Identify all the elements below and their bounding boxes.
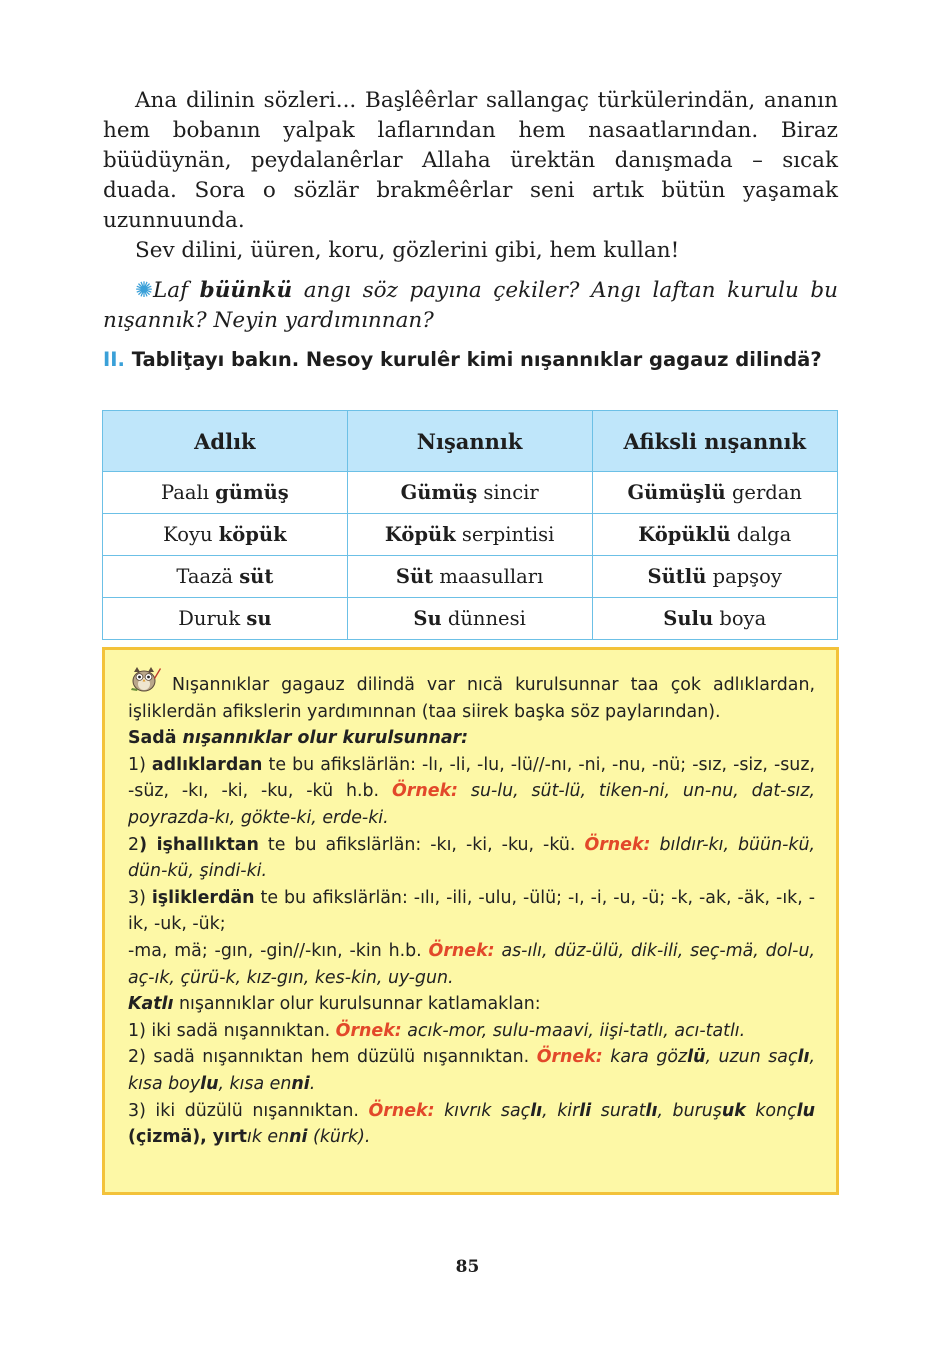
table-cell (347, 556, 592, 598)
nisannik-table (102, 410, 838, 640)
simple-heading-rest: nışannıklar olur kurulsunnar: (182, 728, 469, 749)
task-number: II. (103, 348, 125, 371)
table-header-cell: Nışannık (347, 411, 592, 472)
example-suffix: lu (200, 1073, 219, 1094)
table-cell (592, 514, 838, 556)
item-bold: adlıklardan (151, 754, 263, 775)
table-cell (592, 598, 838, 640)
cell-bold: Sulu (663, 607, 714, 630)
compound-word: Katlı (128, 994, 174, 1015)
question-bold-word: büünkü (199, 278, 293, 303)
rule-box (102, 647, 839, 1195)
cell-text: serpintisi (455, 523, 555, 546)
table-cell (347, 472, 592, 514)
item-number: 2 (128, 834, 140, 855)
table-row (103, 598, 838, 640)
example-suffix: ni (291, 1073, 310, 1094)
star-icon: ✺ (135, 278, 154, 303)
task-text: Tabliţayı bakın. Nesoy kurulêr kimi nışannıklar gagauz dilindä? (124, 348, 822, 371)
table-cell (103, 472, 348, 514)
owl-icon (128, 664, 162, 692)
table-cell (103, 598, 348, 640)
simple-word: Sadä (128, 728, 183, 749)
item-text: -ma, mä; -gın, -gin//-kın, -kin h.b. (128, 940, 429, 961)
item-text: te bu afikslärlän: -lı, -li, -lu, -lü//-nı, -ni, -nu, -nü; -sız, -siz, -suz, -süz, -kı, -ki, -ku, -kü h.b. (128, 754, 815, 802)
cell-bold: Sütlü (647, 565, 707, 588)
cell-bold: gümüş (215, 481, 289, 504)
cell-text: boya (713, 607, 767, 630)
rule-simple-3 (128, 885, 815, 938)
item-text: 1) iki sadä nışannıktan. (128, 1020, 336, 1041)
example-suffix: lu (796, 1100, 816, 1121)
example-text: (kürk). (307, 1127, 371, 1148)
example-label: Örnek: (584, 834, 651, 855)
example-text: bıldır-kı, büün-kü, dün-kü, şindi-ki. (128, 834, 816, 882)
rule-simple-1 (128, 752, 815, 832)
example-text: , buruş (657, 1100, 722, 1121)
rule-intro-text: Nışannıklar gagauz dilindä var nıcä kurulsunnar taa çok adlıklardan, işliklerdän afikslerin yardımınnan (taa siirek başka söz paylarından). (128, 675, 815, 722)
example-text: kıvrık (434, 1100, 492, 1121)
example-label: Örnek: (335, 1020, 402, 1041)
rule-compound-1 (128, 1018, 815, 1045)
example-text: , uzun saç (705, 1047, 798, 1068)
example-label: Örnek: (368, 1100, 435, 1121)
rule-simple-heading (128, 725, 815, 752)
task-heading (103, 345, 838, 374)
rule-compound-3 (128, 1098, 815, 1151)
cell-text: Koyu (163, 523, 219, 546)
table-cell (347, 598, 592, 640)
table-row (103, 556, 838, 598)
table-header-cell: Adlık (103, 411, 348, 472)
example-text: , kir (542, 1100, 580, 1121)
cell-bold: süt (239, 565, 274, 588)
question-paragraph (103, 276, 838, 336)
table-row (103, 514, 838, 556)
example-text: , kısa boy (128, 1047, 815, 1094)
cell-text: dünnesi (441, 607, 526, 630)
table-cell (592, 472, 838, 514)
item-bold: ) işhallıktan (139, 834, 259, 855)
table-header-cell: Afiksli nışannık (592, 411, 838, 472)
rule-intro (128, 664, 815, 725)
example-text: su-lu, süt-lü, tiken-ni, un-nu, dat-sız, poyrazda-kı, gökte-ki, erde-ki. (128, 781, 815, 828)
item-number: 1) (128, 754, 152, 775)
intro-motto: Sev dilini, üüren, koru, gözlerini gibi, hem kullan! (135, 238, 680, 263)
cell-text: papşoy (706, 565, 782, 588)
intro-paragraph: Ana dilinin sözleri... Başlêêrlar sallangaç türkülerindän, ananın hem bobanın yalpak laflarından hem nasaatlarından. Biraz büüdüynän, peydalanêrlar Allaha ürektän danışmada – sıcak duada. Sora o sözlär brakmêêrlar seni artık bütün yaşamak uzunnuunda. (103, 88, 838, 233)
example-text: acık-mor, sulu-maavi, iişi-tatlı, acı-tatlı. (401, 1020, 746, 1041)
example-suffix: lı (530, 1100, 543, 1121)
table-cell (103, 556, 348, 598)
table-header-row (103, 411, 838, 472)
rule-simple-2 (128, 832, 815, 885)
example-text: ık en (247, 1127, 290, 1148)
cell-text: Taazä (176, 565, 240, 588)
table-cell (347, 514, 592, 556)
example-text: kara göz (602, 1047, 688, 1068)
example-suffix: lı (645, 1100, 658, 1121)
item-text: 3) iki düzülü nışannıktan. (128, 1100, 369, 1121)
example-suffix: (çizmä), yırt (128, 1127, 247, 1148)
cell-bold: köpük (218, 523, 287, 546)
example-suffix: li (579, 1100, 592, 1121)
item-bold: işliklerdän (151, 887, 255, 908)
cell-text: Duruk (178, 607, 247, 630)
item-number: 3) (128, 887, 152, 908)
example-text: , kısa en (218, 1073, 292, 1094)
table-cell (592, 556, 838, 598)
page-number: 85 (455, 1257, 480, 1277)
cell-text: dalga (730, 523, 792, 546)
example-label: Örnek: (536, 1047, 603, 1068)
example-text: as-ılı, düz-ülü, dik-ili, seç-mä, dol-u, aç-ık, çürü-k, kız-gın, kes-kin, uy-gun. (128, 940, 816, 988)
example-text: surat (591, 1100, 646, 1121)
question-part2: angı söz payına çekiler? Angı laftan kurulu bu nışannık? Neyin yardımınnan? (103, 278, 838, 333)
cell-text: maasulları (433, 565, 544, 588)
cell-bold: Süt (395, 565, 434, 588)
example-suffix: lı (797, 1047, 810, 1068)
cell-bold: Köpüklü (638, 523, 731, 546)
example-text: . (309, 1073, 316, 1094)
cell-bold: su (246, 607, 272, 630)
cell-bold: Gümüş (400, 481, 478, 504)
rule-compound-2 (128, 1044, 815, 1097)
rule-compound-heading (128, 991, 815, 1018)
cell-bold: Köpük (384, 523, 456, 546)
compound-heading-rest: nışannıklar olur kurulsunnar katlamaklan: (173, 994, 541, 1015)
example-label: Örnek: (428, 940, 495, 961)
example-suffix: uk (721, 1100, 746, 1121)
cell-bold: Su (413, 607, 442, 630)
example-suffix: ni (289, 1127, 308, 1148)
cell-text: sincir (477, 481, 539, 504)
cell-text: gerdan (725, 481, 802, 504)
question-part1: Laf (153, 278, 200, 303)
cell-bold: Gümüşlü (627, 481, 726, 504)
example-suffix: lü (687, 1047, 706, 1068)
table-row (103, 472, 838, 514)
item-text: te bu afikslärlän: -ılı, -ili, -ulu, -ülü; -ı, -i, -u, -ü; -k, -ak, -äk, -ık, -ik, -uk, -ük; (128, 887, 815, 935)
rule-simple-3-cont (128, 938, 815, 991)
item-text: 2) sadä nışannıktan hem düzülü nışannıktan. (128, 1047, 537, 1068)
example-text: konç (745, 1100, 797, 1121)
example-label: Örnek: (391, 781, 459, 802)
item-text: te bu afikslärlän: -kı, -ki, -ku, -kü. (258, 834, 585, 855)
cell-text: Paalı (160, 481, 216, 504)
table-cell (103, 514, 348, 556)
example-text: saç (491, 1100, 531, 1121)
